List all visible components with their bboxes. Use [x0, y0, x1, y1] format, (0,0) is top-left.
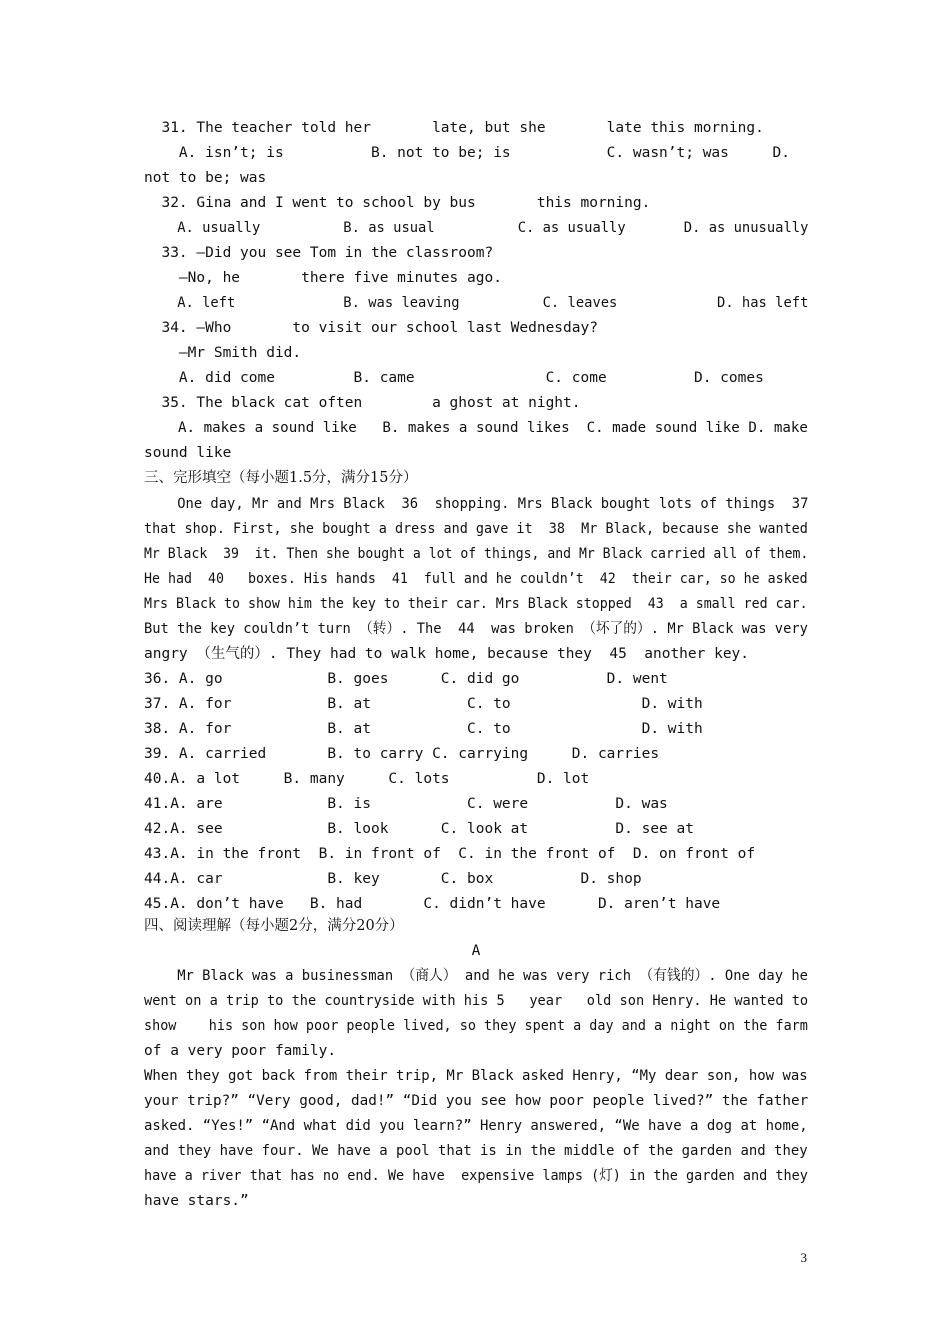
q37-options: 37. A. for B. at C. to D. with	[144, 696, 703, 712]
q32-stem: 32. Gina and I went to school by bus this morning.	[144, 195, 651, 211]
reading-passage-line: show his son how poor people lived, so they spent a day and a night on the farm	[144, 1018, 808, 1034]
reading-passage-line: When they got back from their trip, Mr Black asked Henry, “My dear son, how was	[144, 1068, 808, 1084]
q35-options-cont: sound like	[144, 445, 232, 461]
q39-options: 39. A. carried B. to carry C. carrying D. carries	[144, 746, 660, 762]
reading-passage-line: Mr Black was a businessman （商人） and he was very rich （有钱的）. One day he	[144, 968, 808, 984]
q43-options: 43.A. in the front B. in front of C. in the front of D. on front of	[144, 846, 756, 862]
reading-passage-line: your trip?” “Very good, dad!” “Did you see how poor people lived?” the father	[144, 1093, 809, 1109]
q36-options: 36. A. go B. goes C. did go D. went	[144, 671, 668, 687]
q42-options: 42.A. see B. look C. look at D. see at	[144, 821, 694, 837]
q32-options: A. usually B. as usual C. as usually D. as unusually	[144, 220, 809, 236]
q35-stem: 35. The black cat often a ghost at night.	[144, 395, 581, 411]
cloze-passage-line: One day, Mr and Mrs Black 36 shopping. Mrs Black bought lots of things 37	[144, 496, 809, 512]
passage-a-title: A	[471, 943, 481, 959]
reading-passage-line: and they have four. We have a pool that is in the middle of the garden and they	[144, 1143, 808, 1159]
q31-options-cont: not to be; was	[144, 170, 267, 186]
cloze-passage-line: Mr Black 39 it. Then she bought a lot of things, and Mr Black carried all of them.	[144, 546, 809, 562]
q34-options: A. did come B. came C. come D. comes	[144, 370, 764, 386]
q44-options: 44.A. car B. key C. box D. shop	[144, 871, 642, 887]
q34-stem: 34. —Who to visit our school last Wednesday?	[144, 320, 598, 336]
q33-stem: 33. —Did you see Tom in the classroom?	[144, 245, 494, 261]
q34-reply: —Mr Smith did.	[144, 345, 302, 361]
section-reading-heading: 四、阅读理解（每小题2分，满分20分）	[144, 918, 404, 934]
reading-passage-line: of a very poor family.	[144, 1043, 337, 1059]
q45-options: 45.A. don’t have B. had C. didn’t have D. aren’t have	[144, 896, 721, 912]
q31-options: A. isn’t; is B. not to be; is C. wasn’t; was D.	[144, 145, 791, 161]
q35-options: A. makes a sound like B. makes a sound likes C. made sound like D. make	[144, 420, 808, 436]
q40-options: 40.A. a lot B. many C. lots D. lot	[144, 771, 590, 787]
cloze-passage-line: He had 40 boxes. His hands 41 full and he couldn’t 42 their car, so he asked	[144, 571, 808, 587]
reading-passage-line: have stars.”	[144, 1193, 249, 1209]
cloze-passage-line: But the key couldn’t turn （转）. The 44 was broken （坏了的）. Mr Black was very	[144, 621, 808, 637]
q38-options: 38. A. for B. at C. to D. with	[144, 721, 703, 737]
q31-stem: 31. The teacher told her late, but she late this morning.	[144, 120, 764, 136]
section-cloze-heading: 三、完形填空（每小题1.5分，满分15分）	[144, 470, 418, 486]
page-number: 3	[800, 1250, 807, 1265]
q33-options: A. left B. was leaving C. leaves D. has left	[144, 295, 809, 311]
cloze-passage-line: Mrs Black to show him the key to their car. Mrs Black stopped 43 a small red car.	[144, 596, 808, 612]
reading-passage-line: asked. “Yes!” “And what did you learn?” Henry answered, “We have a dog at home,	[144, 1118, 808, 1134]
q33-reply: —No, he there five minutes ago.	[144, 270, 502, 286]
reading-passage-line: have a river that has no end. We have expensive lamps (灯) in the garden and they	[144, 1168, 808, 1184]
cloze-passage-line: angry （生气的）. They had to walk home, because they 45 another key.	[144, 646, 750, 662]
cloze-passage-line: that shop. First, she bought a dress and gave it 38 Mr Black, because she wanted	[144, 521, 808, 537]
q41-options: 41.A. are B. is C. were D. was	[144, 796, 668, 812]
reading-passage-line: went on a trip to the countryside with his 5 year old son Henry. He wanted to	[144, 993, 809, 1009]
